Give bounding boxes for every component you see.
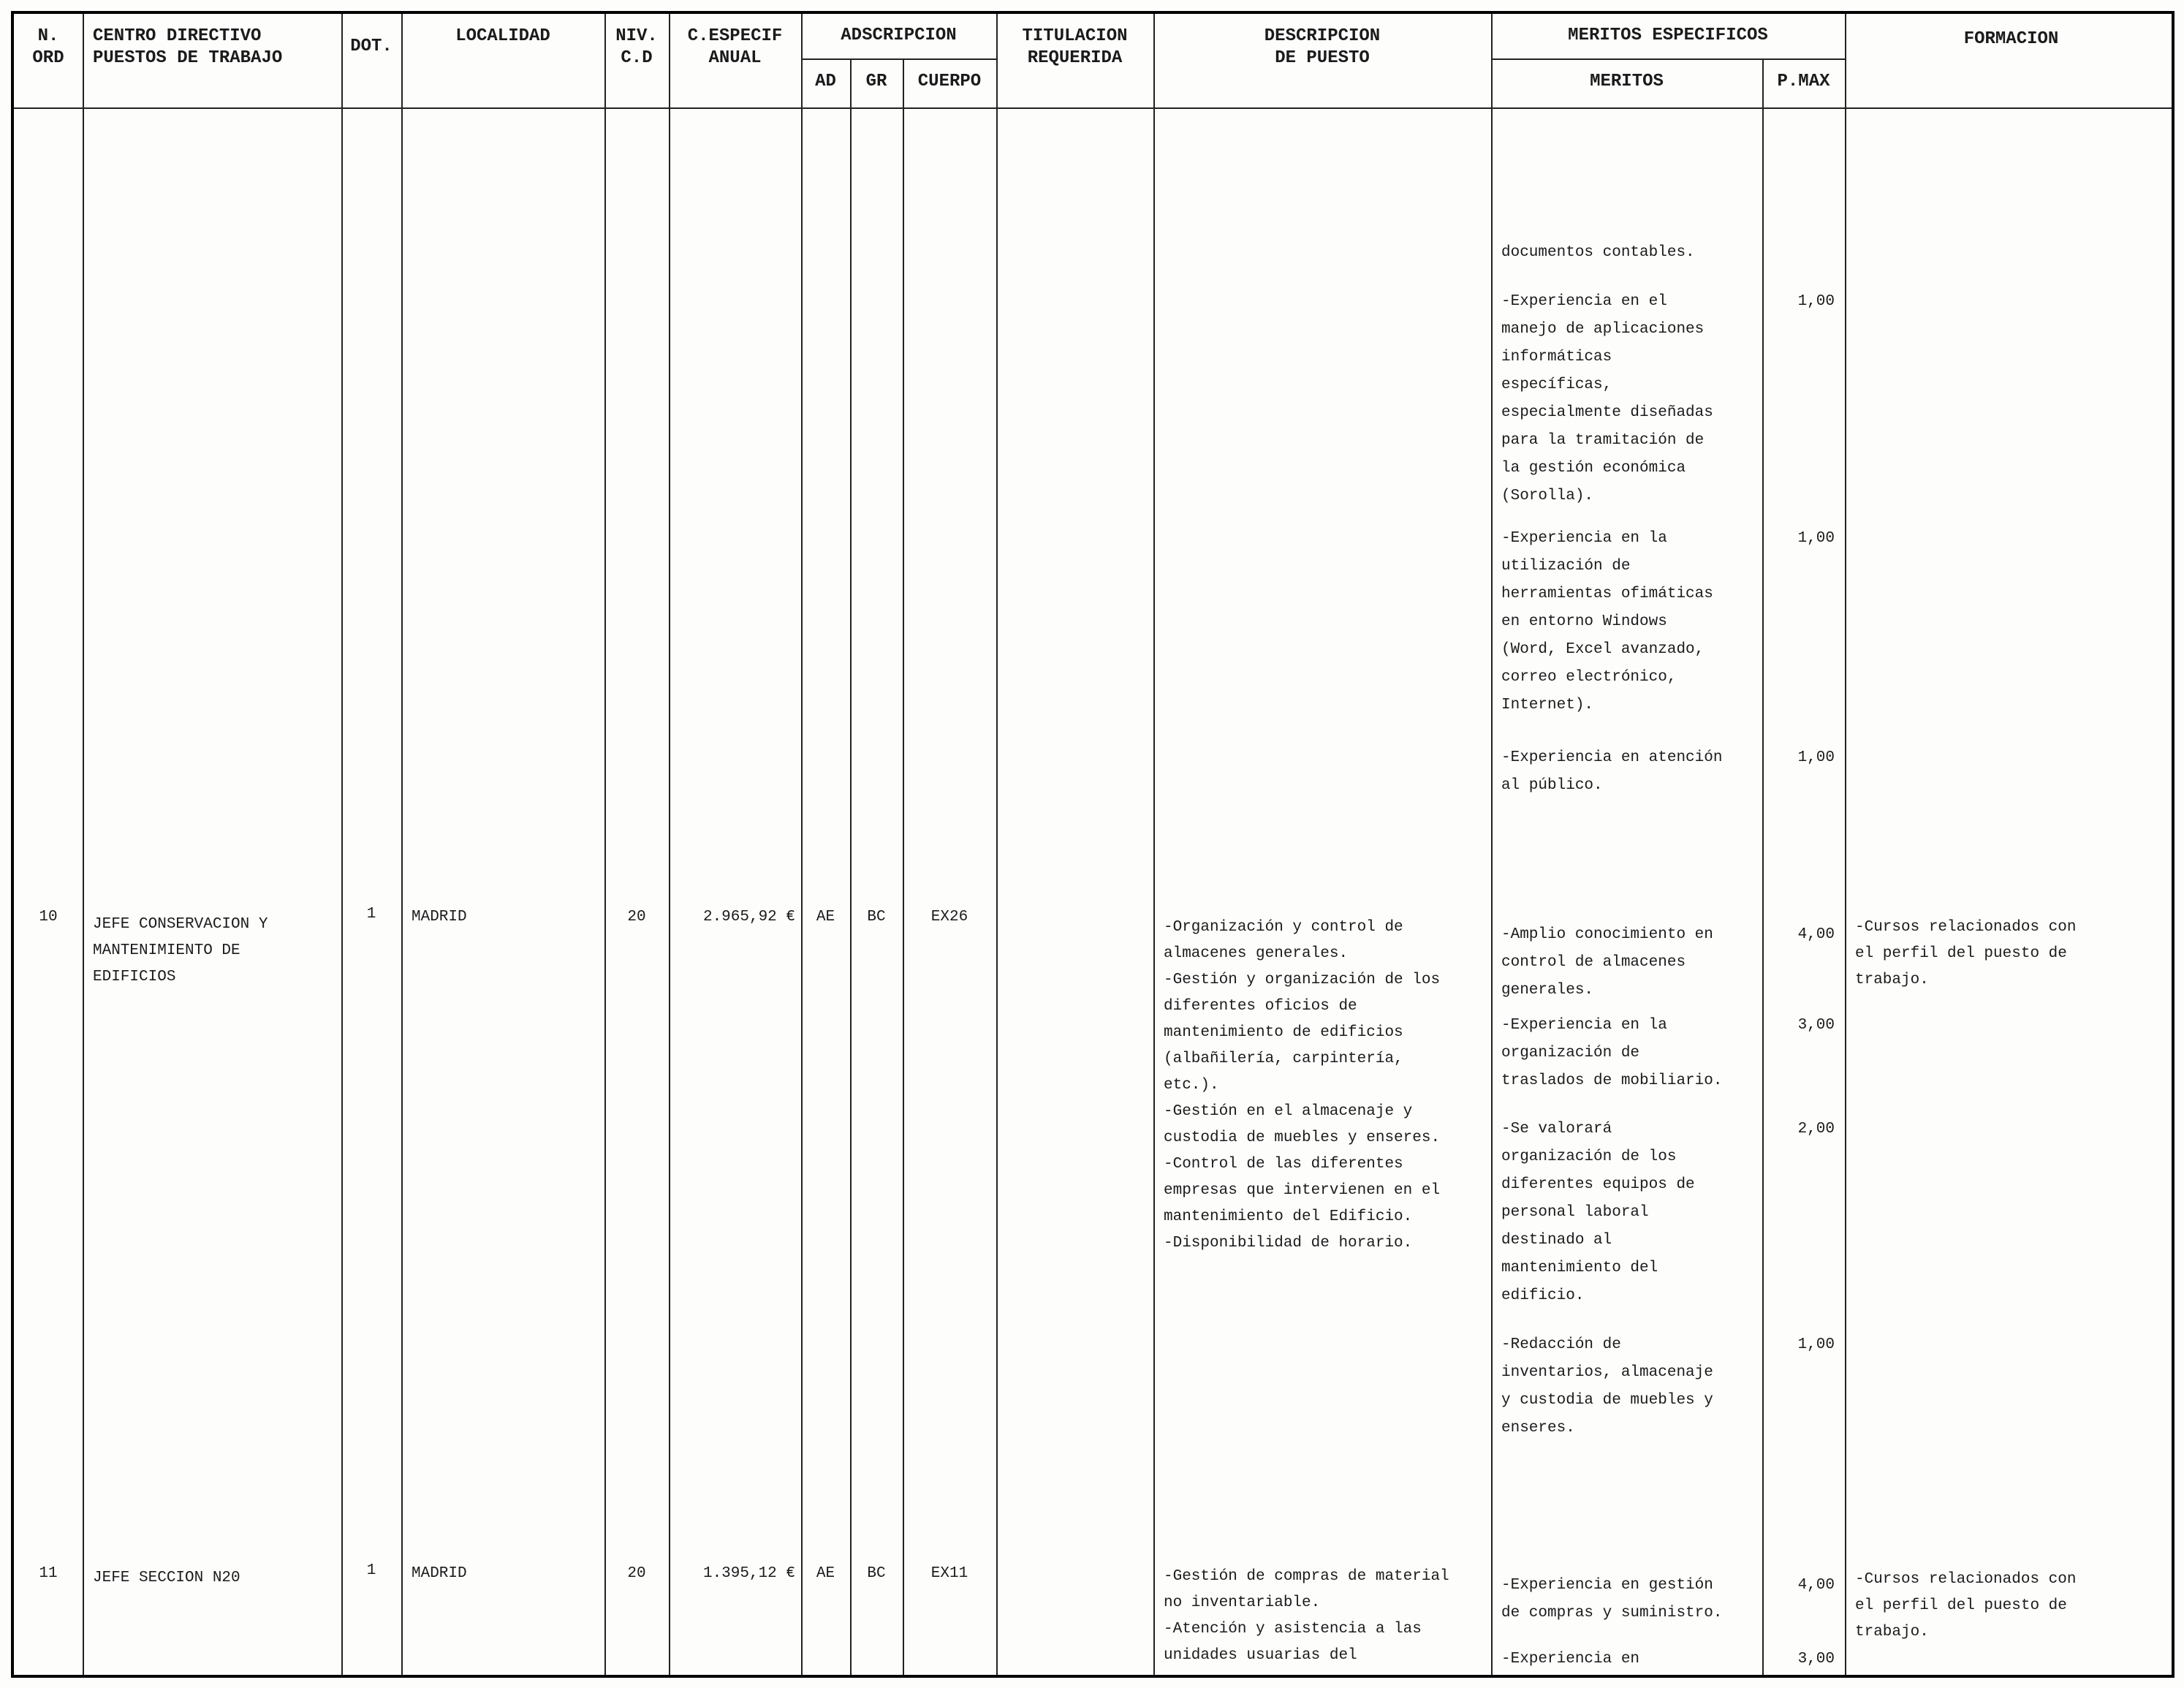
adscripcion-subheader-line bbox=[801, 58, 996, 60]
merit-points: 4,00 bbox=[1797, 926, 1835, 943]
n-ord-cell: 10 bbox=[39, 909, 58, 926]
meritos-subheader-line bbox=[1491, 58, 1845, 60]
merit-points: 3,00 bbox=[1797, 1017, 1835, 1034]
descripcion-bullet: -Control de las diferentes empresas que intervienen en el mantenimiento del Edificio. bbox=[1164, 1156, 1441, 1225]
descripcion-bullet: -Disponibilidad de horario. bbox=[1164, 1235, 1413, 1252]
header-line: REQUERIDA bbox=[1027, 48, 1123, 68]
merit-item bbox=[1491, 1646, 1845, 1673]
merit-text: -Experiencia en atención al público. bbox=[1501, 749, 1723, 794]
merit-text: -Redacción de inventarios, almacenaje y custodia de muebles y enseres. bbox=[1501, 1336, 1713, 1437]
header-n-ord bbox=[14, 26, 83, 69]
descripcion-bullet: -Gestión y organización de los diferentes oficios de mantenimiento de edificios (albañilería, carpintería, etc.). bbox=[1164, 972, 1441, 1094]
merit-points: 1,00 bbox=[1797, 749, 1835, 766]
header-dot: DOT. bbox=[350, 37, 393, 56]
c-especif-cell: 2.965,92 € bbox=[702, 909, 795, 926]
niv-cell: 20 bbox=[627, 1565, 646, 1582]
merit-item bbox=[1491, 525, 1845, 719]
merit-text: -Experiencia en la organización de traslados de mobiliario. bbox=[1501, 1017, 1723, 1089]
job-positions-table bbox=[11, 11, 2174, 1678]
descripcion-bullet: -Gestión en el almacenaje y custodia de muebles y enseres. bbox=[1164, 1103, 1441, 1146]
header-bottom-line bbox=[14, 107, 2172, 109]
header-line: N. bbox=[37, 26, 59, 46]
merit-item bbox=[1491, 1116, 1845, 1310]
grid-line bbox=[341, 14, 343, 1675]
grid-line bbox=[801, 14, 803, 1675]
grid-line bbox=[83, 14, 84, 1675]
merit-text: -Experiencia en la utilización de herramientas ofimáticas en entorno Windows (Word, Excel avanzado, correo electrónico, Internet). bbox=[1501, 530, 1713, 714]
merit-item bbox=[1491, 744, 1845, 800]
merit-text: -Experiencia en el manejo de aplicaciones informáticas específicas, especialmente diseñadas para la tramitación de la gestión económica (Sorolla). bbox=[1501, 293, 1713, 504]
merit-item bbox=[1491, 288, 1845, 510]
header-meritos: MERITOS bbox=[1590, 72, 1664, 91]
header-formacion: FORMACION bbox=[1963, 29, 2059, 49]
niv-cell: 20 bbox=[627, 909, 646, 926]
puesto-cell: JEFE CONSERVACION Y MANTENIMIENTO DE EDIFICIOS bbox=[93, 916, 268, 985]
grid-line bbox=[604, 14, 606, 1675]
merit-points: 1,00 bbox=[1797, 530, 1835, 547]
dot-cell: 1 bbox=[366, 906, 376, 923]
formacion-cell: -Cursos relacionados con el perfil del puesto de trabajo. bbox=[1855, 919, 2077, 988]
meritos-continuation-line: documentos contables. bbox=[1501, 244, 1695, 261]
localidad-cell: MADRID bbox=[412, 1565, 467, 1582]
merit-text: -Amplio conocimiento en control de almacenes generales. bbox=[1501, 926, 1713, 999]
header-line: DE PUESTO bbox=[1275, 48, 1370, 68]
grid-line bbox=[903, 58, 904, 1675]
dot-cell: 1 bbox=[366, 1562, 376, 1579]
merit-points: 1,00 bbox=[1797, 1336, 1835, 1353]
merit-text: -Experiencia en gestión de compras y suministro. bbox=[1501, 1577, 1723, 1621]
gr-cell: BC bbox=[867, 1565, 886, 1582]
ad-cell: AE bbox=[816, 909, 835, 926]
header-titulacion bbox=[996, 26, 1153, 69]
header-line: ORD bbox=[32, 48, 64, 68]
puesto-cell: JEFE SECCION N20 bbox=[93, 1570, 240, 1586]
header-meritos-group: MERITOS ESPECIFICOS bbox=[1568, 26, 1768, 45]
header-cuerpo: CUERPO bbox=[917, 72, 982, 91]
header-p-max: P.MAX bbox=[1777, 72, 1830, 91]
descripcion-bullet: -Atención y asistencia a las unidades usuarias del bbox=[1164, 1621, 1422, 1664]
header-adscripcion-group: ADSCRIPCION bbox=[841, 26, 957, 45]
merit-item bbox=[1491, 1572, 1845, 1627]
merit-item bbox=[1491, 1012, 1845, 1095]
cuerpo-cell: EX26 bbox=[930, 909, 968, 926]
header-niv-cd bbox=[604, 26, 669, 69]
ad-cell: AE bbox=[816, 1565, 835, 1582]
header-gr: GR bbox=[865, 72, 887, 91]
descripcion-cell bbox=[1164, 915, 1452, 1257]
merit-item bbox=[1491, 921, 1845, 1004]
grid-line bbox=[1153, 14, 1155, 1675]
formacion-cell: -Cursos relacionados con el perfil del puesto de trabajo. bbox=[1855, 1571, 2077, 1640]
n-ord-cell: 11 bbox=[39, 1565, 58, 1582]
merit-points: 2,00 bbox=[1797, 1121, 1835, 1138]
grid-line bbox=[1845, 14, 1846, 1675]
c-especif-cell: 1.395,12 € bbox=[702, 1565, 795, 1582]
header-line: TITULACION bbox=[1022, 26, 1128, 46]
merit-text: -Experiencia en bbox=[1501, 1651, 1640, 1668]
merit-points: 1,00 bbox=[1797, 293, 1835, 310]
cuerpo-cell: EX11 bbox=[930, 1565, 968, 1582]
header-c-especif bbox=[669, 26, 801, 69]
descripcion-bullet: -Organización y control de almacenes generales. bbox=[1164, 919, 1403, 962]
grid-line bbox=[996, 14, 998, 1675]
header-ad: AD bbox=[815, 72, 836, 91]
merit-text: -Se valorará organización de los diferentes equipos de personal laboral destinado al mantenimiento del edificio. bbox=[1501, 1121, 1695, 1304]
header-line: C.ESPECIF bbox=[687, 26, 783, 46]
header-centro-directivo bbox=[93, 26, 341, 69]
header-line: C.D bbox=[621, 48, 653, 68]
header-descripcion bbox=[1153, 26, 1491, 69]
merit-points: 4,00 bbox=[1797, 1577, 1835, 1594]
merit-points: 3,00 bbox=[1797, 1651, 1835, 1668]
merit-item bbox=[1491, 1331, 1845, 1442]
localidad-cell: MADRID bbox=[412, 909, 467, 926]
grid-line bbox=[850, 58, 852, 1675]
gr-cell: BC bbox=[867, 909, 886, 926]
grid-line bbox=[669, 14, 670, 1675]
header-line: DESCRIPCION bbox=[1264, 26, 1381, 46]
header-localidad: LOCALIDAD bbox=[455, 26, 550, 46]
grid-line bbox=[401, 14, 403, 1675]
header-line: PUESTOS DE TRABAJO bbox=[93, 48, 283, 68]
header-line: CENTRO DIRECTIVO bbox=[93, 26, 262, 46]
header-line: ANUAL bbox=[708, 48, 762, 68]
descripcion-cell bbox=[1164, 1564, 1452, 1669]
descripcion-bullet: -Gestión de compras de material no inventariable. bbox=[1164, 1568, 1449, 1611]
header-line: NIV. bbox=[615, 26, 658, 46]
